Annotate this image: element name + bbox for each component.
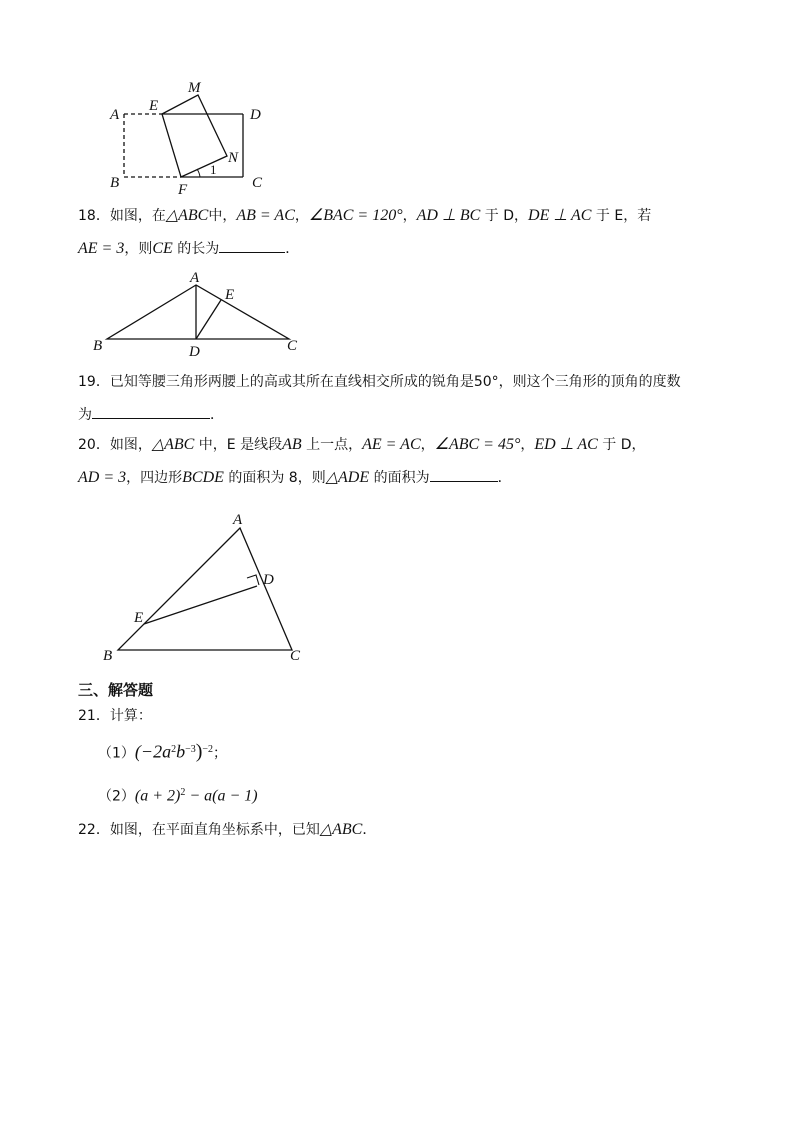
q18-text: 于 D， bbox=[480, 208, 529, 224]
q20-cond-ed-ac: ED ⊥ AC bbox=[534, 436, 598, 453]
q18-text: 中， bbox=[208, 208, 237, 224]
question-18-line2 bbox=[78, 238, 299, 259]
q20-ade: △ADE bbox=[325, 469, 370, 486]
q21-part2-label: （2） bbox=[98, 788, 135, 805]
label-N: N bbox=[228, 150, 239, 166]
question-21-part2 bbox=[98, 783, 258, 807]
q20-ab: AB bbox=[282, 436, 302, 453]
q18-triangle: △ABC bbox=[165, 207, 209, 224]
q18-sep: ， bbox=[402, 208, 417, 224]
q18-sep: ， bbox=[294, 208, 309, 224]
label-C: C bbox=[252, 175, 263, 191]
figure-folded-rectangle bbox=[100, 74, 270, 199]
q19-end: ． bbox=[210, 407, 224, 423]
q22-triangle: △ABC bbox=[319, 821, 363, 838]
q21-part1-expr: (−2a bbox=[134, 741, 172, 762]
q20-answer-blank[interactable] bbox=[430, 467, 498, 482]
q18-ce: CE bbox=[152, 240, 173, 257]
q20-cond-ae-ac: AE = AC bbox=[362, 436, 421, 453]
q18-cond-ae: AE = 3 bbox=[78, 240, 125, 257]
q18-cond-ab-ac: AB = AC bbox=[236, 207, 295, 224]
q21-part2-expr: − a(a − 1) bbox=[185, 787, 258, 805]
angle-1-arc bbox=[197, 169, 200, 177]
q19-text: 为 bbox=[78, 407, 92, 423]
label-D: D bbox=[263, 572, 274, 588]
label-A: A bbox=[233, 512, 243, 528]
q21-part2-expr: (a + 2) bbox=[134, 787, 181, 805]
q21-part2-exp: 2 bbox=[180, 787, 186, 798]
q21-part1-label: （1） bbox=[98, 745, 135, 762]
q18-text: 的长为 bbox=[172, 241, 220, 257]
q20-text: 中，E 是线段 bbox=[194, 437, 283, 453]
q20-text: 的面积为 8，则 bbox=[223, 470, 326, 486]
q20-text: 上一点， bbox=[301, 437, 363, 453]
label-B: B bbox=[110, 175, 120, 191]
q20-text: ，四边形 bbox=[126, 470, 183, 486]
q21-part1-paren: ) bbox=[195, 740, 203, 763]
triangle-abc bbox=[118, 528, 292, 650]
q22-end: ． bbox=[362, 822, 377, 838]
question-19-line2 bbox=[78, 404, 224, 425]
right-angle-mark bbox=[247, 575, 259, 585]
q21-part1-exp: 2 bbox=[171, 744, 177, 755]
section-3-title: 三、解答题 bbox=[78, 681, 154, 699]
q22-text: 22．如图，在平面直角坐标系中，已知 bbox=[78, 822, 320, 838]
label-B: B bbox=[103, 648, 113, 664]
question-19-line1: 19．已知等腰三角形两腰上的高或其所在直线相交所成的锐角是50°，则这个三角形的顶角的度数 bbox=[78, 374, 681, 390]
q20-cond-angle: ∠ABC = 45° bbox=[434, 436, 521, 453]
q18-end: ． bbox=[285, 241, 300, 257]
label-E: E bbox=[225, 287, 235, 303]
question-20-line1 bbox=[78, 435, 645, 455]
label-F: F bbox=[178, 182, 188, 198]
figure-q18-triangle bbox=[90, 268, 310, 360]
question-22 bbox=[78, 820, 376, 840]
segment-ed bbox=[144, 586, 257, 624]
q19-answer-blank[interactable] bbox=[92, 404, 210, 419]
q20-cond-ad: AD = 3 bbox=[78, 469, 127, 486]
q20-triangle: △ABC bbox=[151, 436, 195, 453]
q21-part1-exp: −3 bbox=[185, 744, 196, 755]
q20-number: 20．如图， bbox=[78, 437, 152, 453]
label-angle-1: 1 bbox=[210, 162, 217, 177]
figure-q20-triangle bbox=[96, 504, 316, 674]
question-21-title: 21．计算： bbox=[78, 708, 152, 724]
folded-quadrilateral bbox=[162, 95, 227, 177]
q18-answer-blank[interactable] bbox=[219, 238, 285, 253]
q20-text: 的面积为 bbox=[369, 470, 430, 486]
q18-text: 于 E，若 bbox=[591, 208, 652, 224]
label-C: C bbox=[290, 648, 301, 664]
q18-cond-de-ac: DE ⊥ AC bbox=[528, 207, 592, 224]
label-B: B bbox=[93, 338, 103, 354]
label-E: E bbox=[134, 610, 144, 626]
question-20-line2 bbox=[78, 467, 512, 488]
q18-text: ，则 bbox=[124, 241, 153, 257]
q20-sep: ， bbox=[420, 437, 435, 453]
q18-cond-ad-bc: AD ⊥ BC bbox=[416, 207, 481, 224]
label-M: M bbox=[188, 80, 201, 96]
question-18-line1 bbox=[78, 206, 651, 226]
q20-sep: ， bbox=[520, 437, 535, 453]
label-C: C bbox=[287, 338, 298, 354]
q18-number: 18．如图，在 bbox=[78, 208, 166, 224]
triangle-abc bbox=[107, 285, 289, 339]
label-E: E bbox=[149, 98, 159, 114]
label-A: A bbox=[110, 107, 120, 123]
q21-part1-exp: −2 bbox=[202, 744, 214, 755]
label-D: D bbox=[189, 344, 200, 360]
q21-part1-end: ； bbox=[213, 745, 228, 762]
q18-cond-angle: ∠BAC = 120° bbox=[308, 207, 403, 224]
q20-end: ． bbox=[497, 470, 512, 486]
label-A: A bbox=[190, 270, 200, 286]
q20-bcde: BCDE bbox=[182, 469, 224, 486]
q21-part1-expr: b bbox=[176, 741, 186, 762]
question-21-part1 bbox=[98, 740, 227, 764]
q20-text: 于 D， bbox=[597, 437, 646, 453]
label-D: D bbox=[250, 107, 261, 123]
segment-de bbox=[196, 300, 221, 339]
